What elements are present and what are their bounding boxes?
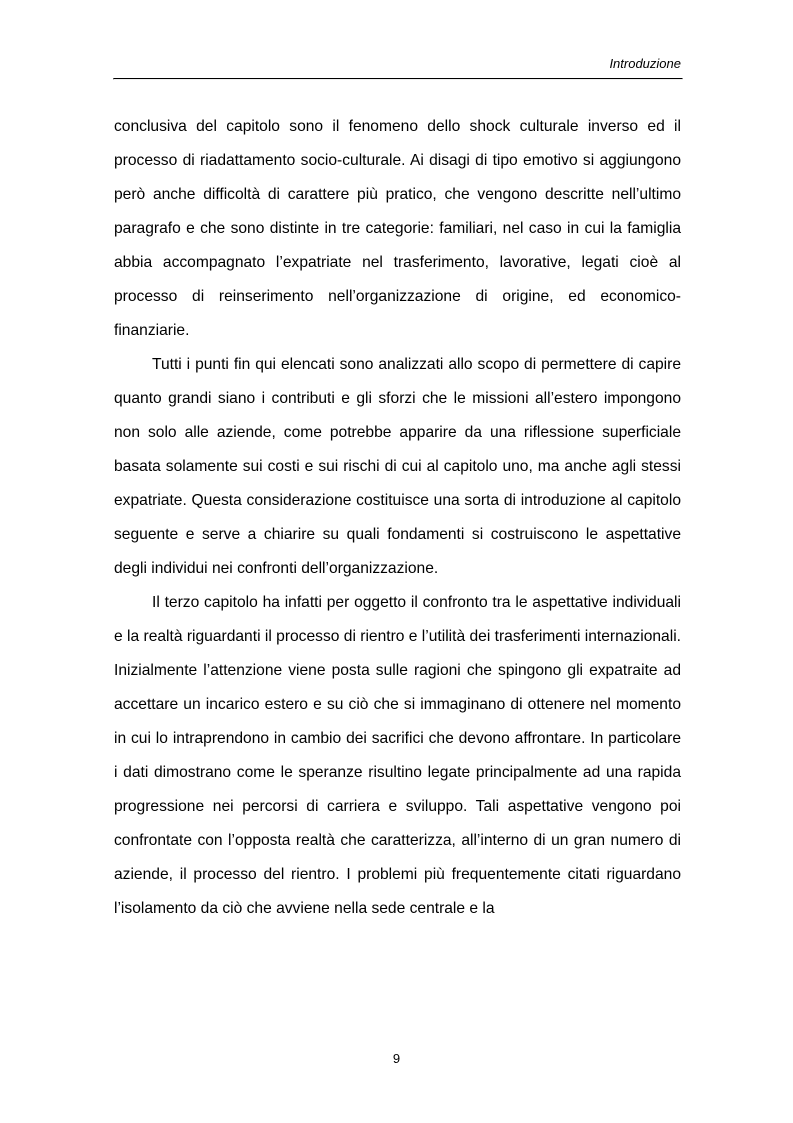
paragraph-3: Il terzo capitolo ha infatti per oggetto il confronto tra le aspettative individuali e la realtà riguardanti il processo di rientro e l’utilità dei trasferimenti internazionali. Inizialmente l’attenzione viene posta sulle ragioni che spingono gli expatraite ad accettare un incarico estero e su ciò che si immaginano di ottenere nel momento in cui lo intraprendono in cambio dei sacrifici che devono affrontare. In particolare i dati dimostrano come le speranze risultino legate principalmente ad una rapida progressione nei percorsi di carriera e sviluppo. Tali aspettative vengono poi confrontate con l’opposta realtà che caratterizza, all’interno di un gran numero di aziende, il processo del rientro. I problemi più frequentemente citati riguardano l’isolamento da ciò che avviene nella sede centrale e la	[114, 594, 681, 917]
paragraph-2: Tutti i punti fin qui elencati sono analizzati allo scopo di permettere di capire quanto grandi siano i contributi e gli sforzi che le missioni all’estero impongono non solo alle aziende, come potrebbe apparire da una riflessione superficiale basata solamente sui costi e sui rischi di cui al capitolo uno, ma anche agli stessi expatriate. Questa considerazione costituisce una sorta di introduzione al capitolo seguente e serve a chiarire su quali fondamenti si costruiscono le aspettative degli individui nei confronti dell’organizzazione.	[114, 356, 681, 577]
paragraph-1: conclusiva del capitolo sono il fenomeno dello shock culturale inverso ed il processo di riadattamento socio-culturale. Ai disagi di tipo emotivo si aggiungono però anche difficoltà di carattere più pratico, che vengono descritte nell’ultimo paragrafo e che sono distinte in tre categorie: familiari, nel caso in cui la famiglia abbia accompagnato l’expatriate nel trasferimento, lavorative, legati cioè al processo di reinserimento nell’organizzazione di origine, ed economico-finanziarie.	[114, 118, 681, 339]
header-divider	[113, 78, 683, 80]
page-number: 9	[392, 1051, 401, 1066]
body-text	[114, 110, 681, 926]
running-header-title: Introduzione	[609, 56, 681, 71]
